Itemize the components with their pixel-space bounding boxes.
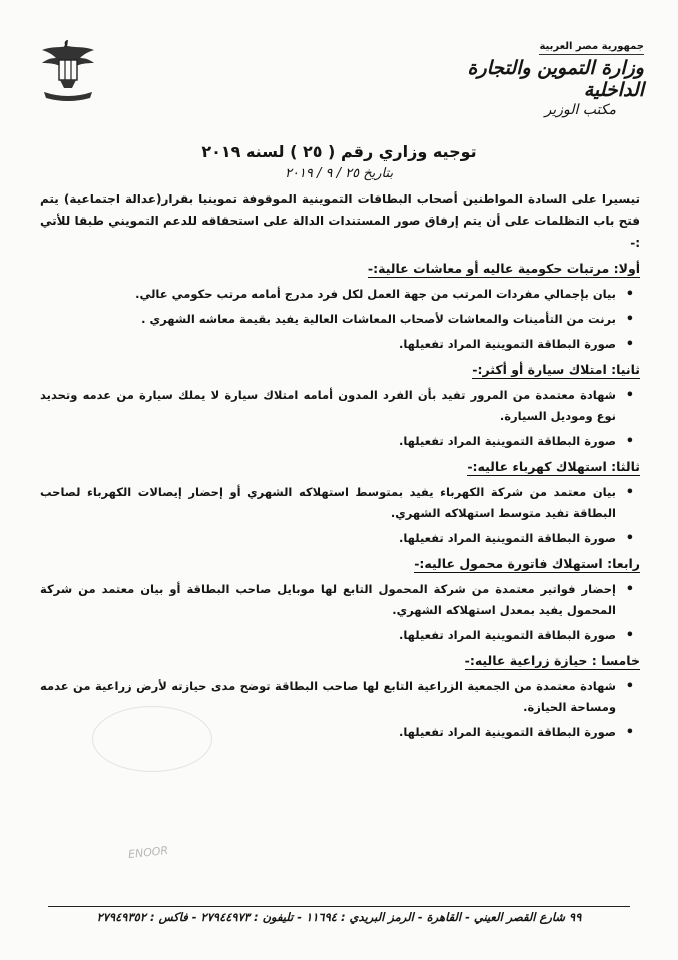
section-government-salaries xyxy=(40,260,640,355)
list-item: • شهادة معتمدة من الجمعية الزراعية التابع لها صاحب البطاقة توضح مدى حيازته لأرض زراعية من عدمه ومساحة الحيازة. xyxy=(40,676,616,718)
section-heading: ثانيا: امتلاك سيارة أو أكثر:- xyxy=(472,362,640,377)
list-item: • صورة البطاقة التموينية المراد تفعيلها. xyxy=(40,625,616,646)
ministry-letterhead xyxy=(434,34,644,118)
list-item: • بيان معتمد من شركة الكهرباء يفيد بمتوسط استهلاكه الشهري أو إحضار إيصالات الكهرباء لصاحب البطاقة تفيد متوسط استهلاكه الشهري. xyxy=(40,482,616,524)
list-item: • إحضار فواتير معتمدة من شركة المحمول التابع لها موبايل صاحب البطاقة أو بيان معتمد من شركة المحمول يفيد بمعدل استهلاكه الشهري. xyxy=(40,579,616,621)
list-item: • شهادة معتمدة من المرور تفيد بأن الفرد المدون أمامه امتلاك سيارة لا يملك سيارة من عدمه وتحديد نوع وموديل السيارة. xyxy=(40,385,616,427)
list-item: • صورة البطاقة التموينية المراد تفعيلها. xyxy=(40,722,616,743)
list-item: • صورة البطاقة التموينية المراد تفعيلها. xyxy=(40,334,616,355)
list-item: • برنت من التأمينات والمعاشات لأصحاب المعاشات العالية يفيد بقيمة معاشه الشهري . xyxy=(40,309,616,330)
eagle-emblem-icon xyxy=(36,36,100,102)
document-date: بتاريخ ٢٥ / ٩ / ٢٠١٩ xyxy=(284,166,394,181)
section-heading: رابعا: استهلاك فاتورة محمول عاليه:- xyxy=(414,556,640,571)
section-car-ownership xyxy=(40,361,640,452)
requirements-list xyxy=(40,284,640,355)
requirements-list xyxy=(40,385,640,452)
intro-paragraph: تيسيرا على السادة المواطنين أصحاب البطاقات التموينية الموقوفة تموينيا بقرار(عدالة اجتماعية) يتم فتح باب التظلمات على أن يتم إرفاق صور المستندات الدالة على استحقاقه للدعم التمويني طبقا للأتي :- xyxy=(40,192,640,250)
office-name: مكتب الوزير xyxy=(544,102,616,118)
section-electricity-consumption xyxy=(40,458,640,549)
requirements-list xyxy=(40,579,640,646)
section-heading: ثالثا: استهلاك كهرباء عاليه:- xyxy=(467,459,640,474)
handwritten-note: ENOOR xyxy=(127,843,169,862)
section-mobile-bill xyxy=(40,555,640,646)
list-item: • بيان بإجمالي مفردات المرتب من جهة العمل لكل فرد مدرج أمامه مرتب حكومي عالي. xyxy=(40,284,616,305)
document-title: توجيه وزاري رقم ( ٢٥ ) لسنه ٢٠١٩ xyxy=(201,142,477,161)
list-item: • صورة البطاقة التموينية المراد تفعيلها. xyxy=(40,431,616,452)
footer-address: ٩٩ شارع القصر العيني - القاهرة - الرمز البريدي : ١١٦٩٤ - تليفون : ٢٧٩٤٤٩٧٣ - فاكس : ٢٧٩٤٩٣٥٢ xyxy=(96,910,582,924)
republic-name: جمهورية مصر العربية xyxy=(539,41,644,55)
document-body xyxy=(40,188,640,747)
list-item: • صورة البطاقة التموينية المراد تفعيلها. xyxy=(40,528,616,549)
ministry-name: وزارة التموين والتجارة الداخلية xyxy=(467,57,644,101)
section-heading: خامسا : حيازة زراعية عاليه:- xyxy=(464,653,640,668)
footer-divider xyxy=(48,906,630,907)
section-heading: أولا: مرتبات حكومية عاليه أو معاشات عالية:- xyxy=(367,261,640,276)
faded-stamp xyxy=(92,706,212,772)
requirements-list xyxy=(40,482,640,549)
